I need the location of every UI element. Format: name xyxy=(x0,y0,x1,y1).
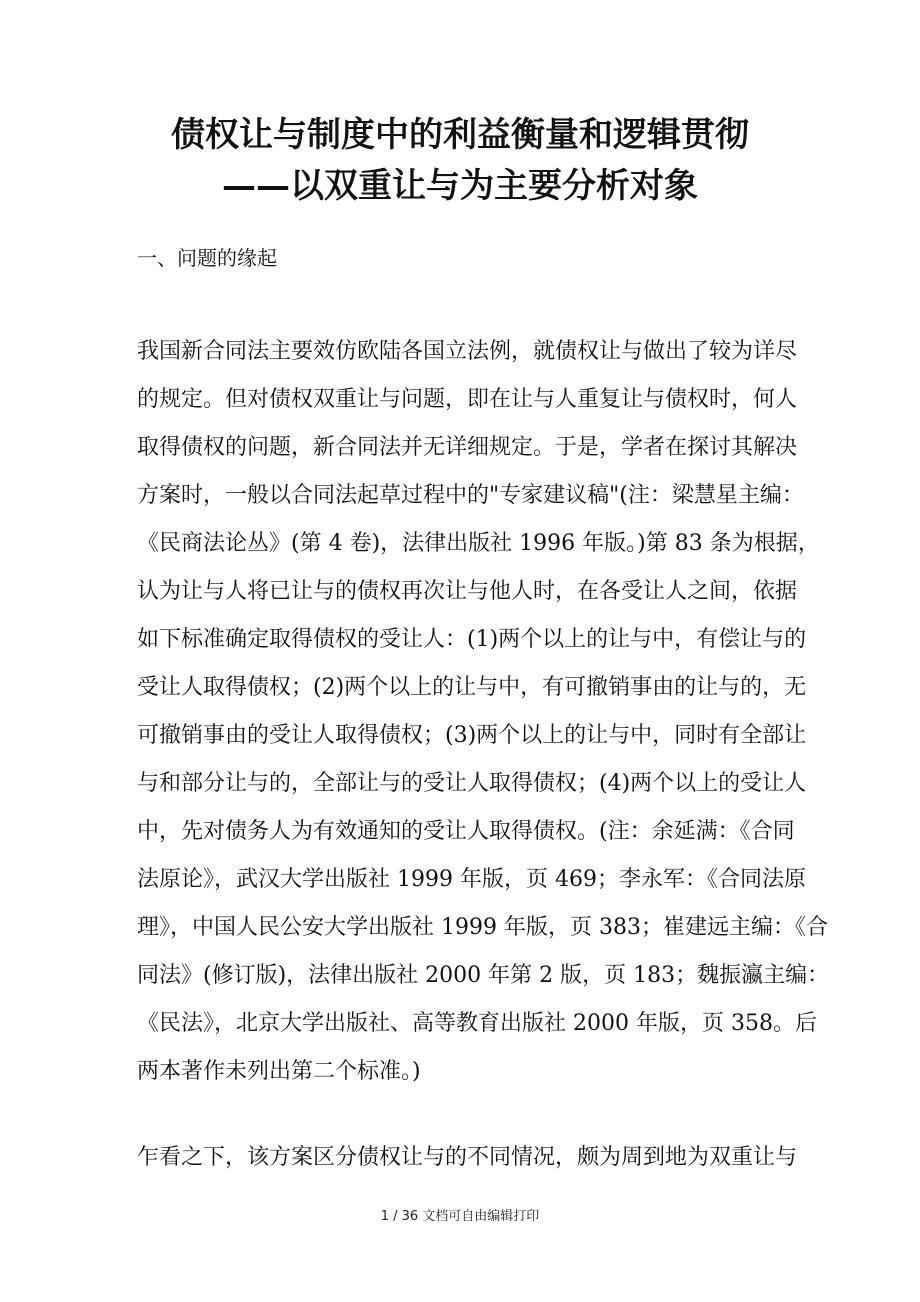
text-line: 的规定。但对债权双重让与问题，即在让与人重复让与债权时，何人 xyxy=(137,387,798,412)
paragraph-2 xyxy=(137,1134,798,1182)
text-line: 认为让与人将已让与的债权再次让与他人时，在各受让人之间，依据 xyxy=(137,579,798,604)
text-line: 《民商法论丛》(第 4 卷)，法律出版社 1996 年版。)第 83 条为根据， xyxy=(137,531,820,556)
text-line: 如下标准确定取得债权的受让人：(1)两个以上的让与中，有偿让与的 xyxy=(137,627,807,652)
text-line: 两本著作未列出第二个标准。) xyxy=(137,1059,421,1084)
text-line: 中，先对债务人为有效通知的受让人取得债权。(注：余延满：《合同 xyxy=(137,819,795,844)
text-line: 理》，中国人民公安大学出版社 1999 年版，页 383；崔建远主编：《合 xyxy=(137,915,828,940)
page-footer: 1 / 36 文档可自由编辑打印 xyxy=(380,1209,540,1224)
document-title: 债权让与制度中的利益衡量和逻辑贯彻 xyxy=(171,115,749,155)
text-line: 《民法》，北京大学出版社、高等教育出版社 2000 年版，页 358。后 xyxy=(137,1011,817,1036)
text-line: 乍看之下，该方案区分债权让与的不同情况，颇为周到地为双重让与 xyxy=(137,1145,798,1170)
text-line: 法原论》，武汉大学出版社 1999 年版，页 469；李永军：《合同法原 xyxy=(137,867,806,892)
text-line: 我国新合同法主要效仿欧陆各国立法例，就债权让与做出了较为详尽 xyxy=(137,339,798,364)
text-line: 受让人取得债权；(2)两个以上的让与中，有可撤销事由的让与的，无 xyxy=(137,675,807,700)
text-line: 可撤销事由的受让人取得债权；(3)两个以上的让与中，同时有全部让 xyxy=(137,723,807,748)
text-line: 与和部分让与的，全部让与的受让人取得债权；(4)两个以上的受让人 xyxy=(137,771,807,796)
text-line: 方案时，一般以合同法起草过程中的"专家建议稿"(注：梁慧星主编： xyxy=(137,483,804,508)
text-line: 同法》(修订版)，法律出版社 2000 年第 2 版，页 183；魏振瀛主编： xyxy=(137,963,830,988)
document-subtitle: ——以双重让与为主要分析对象 xyxy=(222,166,698,206)
text-line: 取得债权的问题，新合同法并无详细规定。于是，学者在探讨其解决 xyxy=(137,435,798,460)
section-heading: 一、问题的缘起 xyxy=(137,246,277,270)
paragraph-1 xyxy=(137,328,830,1096)
